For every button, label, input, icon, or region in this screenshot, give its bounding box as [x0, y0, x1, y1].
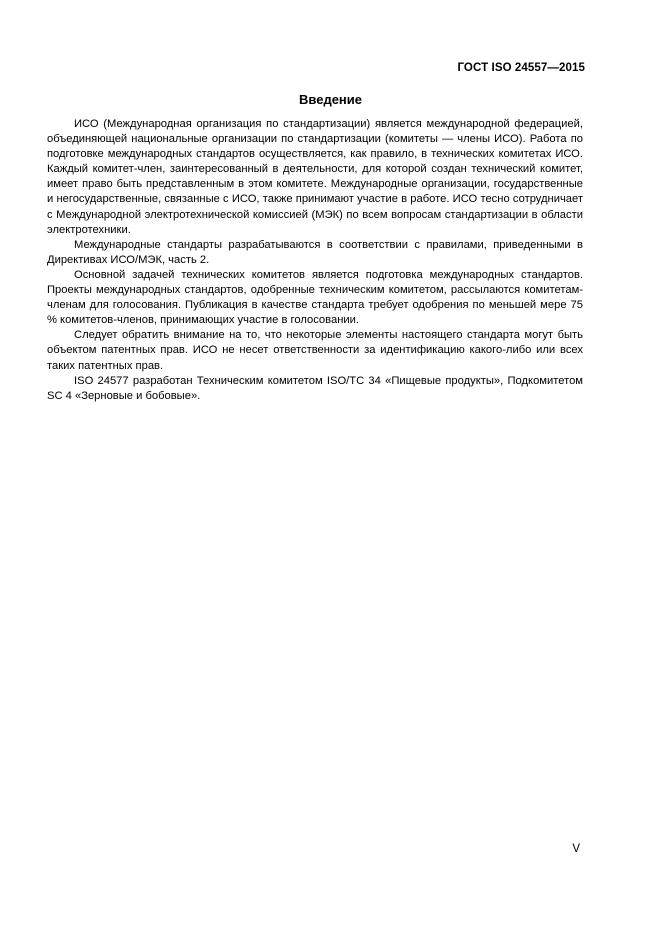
paragraph-patent-rights: Следует обратить внимание на то, что некоторые элементы настоящего стандарта могут быть объектом патентных прав. ИСО не несет ответственности за идентификацию какого-либо или всех таких патентных прав. — [47, 329, 583, 372]
page-number: V — [572, 843, 580, 855]
body-text — [47, 117, 583, 404]
section-title: Введение — [299, 92, 362, 107]
paragraph-iso-intro: ИСО (Международная организация по стандартизации) является международной федерацией, объединяющей национальные организации по стандартизации (комитеты — члены ИСО). Работа по подготовке международных стандартов осуществляется, как правило, в технических комитетах ИСО. Каждый комитет-член, заинтересованный в деятельности, для которой создан технический комитет, имеет право быть представленным в этом комитете. Международные организации, государственные и негосударственные, связанные с ИСО, также принимают участие в работе. ИСО тесно сотрудничает с Международной электротехнической комиссией (МЭК) по всем вопросам стандартизации в области электротехники. — [47, 118, 583, 236]
paragraph-committees-task: Основной задачей технических комитетов является подготовка международных стандартов. Проекты международных стандартов, одобренные техническим комитетом, рассылаются комитетам-членам для голосования. Публикация в качестве стандарта требует одобрения по меньшей мере 75 % комитетов-членов, принимающих участие в голосовании. — [47, 268, 583, 327]
paragraph-directives: Международные стандарты разрабатываются в соответствии с правилами, приведенными в Директивах ИСО/МЭК, часть 2. — [47, 238, 583, 266]
paragraph-developer: ISO 24577 разработан Техническим комитетом ISO/TC 34 «Пищевые продукты», Подкомитетом SC 4 «Зерновые и бобовые». — [47, 374, 583, 402]
document-id: ГОСТ ISO 24557—2015 — [457, 62, 585, 74]
